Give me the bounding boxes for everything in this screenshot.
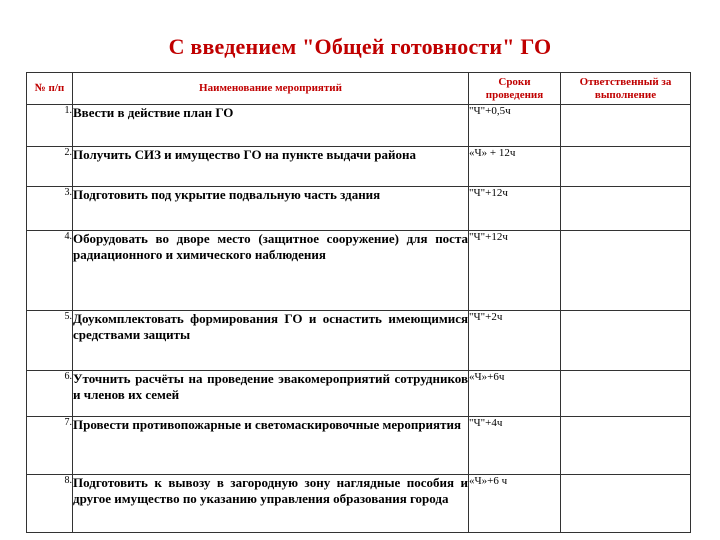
measure-responsible <box>561 231 691 311</box>
table-row <box>27 147 691 187</box>
measure-name: Уточнить расчёты на проведение эвакомероприятий сотрудников и членов их семей <box>73 371 469 417</box>
row-number: 2. <box>27 147 73 187</box>
measure-term: "Ч"+12ч <box>469 231 561 311</box>
table-row <box>27 231 691 311</box>
measure-name: Провести противопожарные и светомаскировочные мероприятия <box>73 417 469 475</box>
row-number: 6. <box>27 371 73 417</box>
measure-responsible <box>561 105 691 147</box>
measure-term: "Ч"+12ч <box>469 187 561 231</box>
table-row <box>27 417 691 475</box>
row-number: 4. <box>27 231 73 311</box>
page-title: С введением "Общей готовности" ГО <box>168 34 552 59</box>
table-row <box>27 105 691 147</box>
measure-term: "Ч"+4ч <box>469 417 561 475</box>
header-term: Сроки проведения <box>469 73 561 105</box>
table-row <box>27 187 691 231</box>
measure-name: Получить СИЗ и имущество ГО на пункте выдачи района <box>73 147 469 187</box>
table-row <box>27 311 691 371</box>
measure-term: «Ч»+6 ч <box>469 475 561 533</box>
measure-responsible <box>561 475 691 533</box>
header-name: Наименование мероприятий <box>73 73 469 105</box>
row-number: 8. <box>27 475 73 533</box>
measure-responsible <box>561 147 691 187</box>
measure-term: «Ч» + 12ч <box>469 147 561 187</box>
measure-name: Ввести в действие план ГО <box>73 105 469 147</box>
table-header-row <box>27 73 691 105</box>
measure-name: Оборудовать во дворе место (защитное сооружение) для поста радиационного и химического наблюдения <box>73 231 469 311</box>
table-row <box>27 475 691 533</box>
row-number: 7. <box>27 417 73 475</box>
measure-name: Доукомплектовать формирования ГО и оснастить имеющимися средствами защиты <box>73 311 469 371</box>
header-num: № п/п <box>27 73 73 105</box>
measure-responsible <box>561 371 691 417</box>
measure-responsible <box>561 187 691 231</box>
measure-responsible <box>561 417 691 475</box>
table-row <box>27 371 691 417</box>
measure-term: "Ч"+2ч <box>469 311 561 371</box>
measure-name: Подготовить к вывозу в загородную зону наглядные пособия и другое имущество по указанию управления образования города <box>73 475 469 533</box>
measure-name: Подготовить под укрытие подвальную часть здания <box>73 187 469 231</box>
measure-term: «Ч»+6ч <box>469 371 561 417</box>
measures-table <box>26 72 691 533</box>
header-responsible: Ответственный за выполнение <box>561 73 691 105</box>
measure-responsible <box>561 311 691 371</box>
row-number: 1. <box>27 105 73 147</box>
row-number: 3. <box>27 187 73 231</box>
row-number: 5. <box>27 311 73 371</box>
measure-term: "Ч"+0,5ч <box>469 105 561 147</box>
